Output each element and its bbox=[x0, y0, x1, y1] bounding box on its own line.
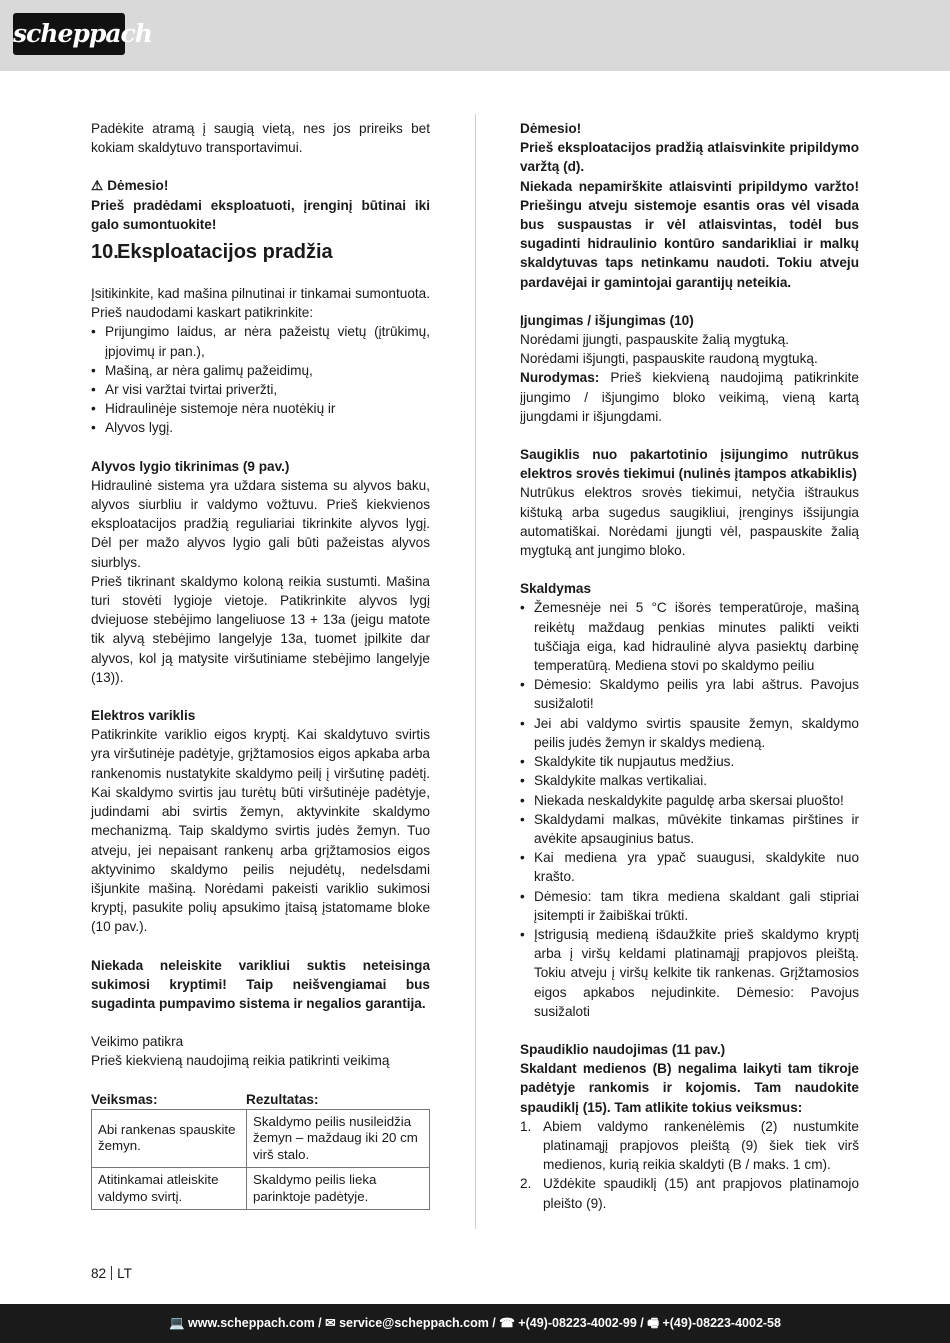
list-item: • Skaldydami malkas, mūvėkite tinkamas pirštines ir avėkite apsauginius batus. bbox=[520, 810, 859, 848]
list-item: • Skaldykite malkas vertikaliai. bbox=[520, 771, 859, 790]
list-item: • Jei abi valdymo svirtis spausite žemyn, skaldymo peilis judės žemyn ir skaldys medieną. bbox=[520, 714, 859, 752]
switch-on-text: Norėdami įjungti, paspauskite žalią mygtuką. bbox=[520, 332, 789, 348]
oil-level-heading: Alyvos lygio tikrinimas (9 pav.) bbox=[91, 458, 290, 474]
table-header bbox=[91, 1090, 430, 1109]
list-item: • Kai mediena yra ypač suaugusi, skaldykite nuo krašto. bbox=[520, 848, 859, 886]
attention-text-1: Prieš eksploatacijos pradžią atlaisvinkite pripildymo varžtą (d). bbox=[520, 140, 859, 175]
switch-off-text: Norėdami išjungti, paspauskite raudoną mygtuką. bbox=[520, 351, 818, 367]
table-row bbox=[92, 1109, 430, 1168]
warning-text: Prieš pradėdami eksploatuoti, įrenginį būtinai iki galo sumontuokite! bbox=[91, 197, 430, 232]
motor-heading: Elektros variklis bbox=[91, 708, 196, 724]
list-item: • Prijungimo laidus, ar nėra pažeistų vietų (įtrūkimų, įpjovimų ir pan.), bbox=[91, 322, 430, 360]
right-column bbox=[520, 119, 859, 1213]
support-note: Padėkite atramą į saugią vietą, nes jos prireiks bet kokiam skaldytuvo transportavimui. bbox=[91, 121, 430, 156]
list-item: • Ar visi varžtai tvirtai priveržti, bbox=[91, 380, 430, 399]
oil-level-text-1: Hidraulinė sistema yra uždara sistema su alyvos baku, alyvos siurbliu ir valdymo vožtuvu. Prieš kiekvienos eksploatacijos pradžią reguliariai tikrinkite alyvos lygį. Dėl per mažo alyvos lygio gali būti pažeistas alyvos siurblys. bbox=[91, 477, 430, 570]
table-cell: Skaldymo peilis nusileidžia žemyn – maždaug iki 20 cm virš stalo. bbox=[247, 1109, 430, 1168]
switch-heading: Įjungimas / išjungimas (10) bbox=[520, 312, 694, 328]
warning-icon: ⚠ bbox=[91, 178, 104, 194]
attention-heading: Dėmesio! bbox=[520, 121, 582, 136]
operation-check-heading: Veikimo patikra bbox=[91, 1034, 184, 1050]
table-row bbox=[92, 1168, 430, 1210]
table-cell: Skaldymo peilis lieka parinktoje padėtyje. bbox=[247, 1168, 430, 1210]
clamp-steps bbox=[520, 1117, 859, 1213]
oil-level-text-2: Prieš tikrinant skaldymo koloną reikia sustumti. Mašina turi stovėti lygioje vietoje. Patikrinkite alyvos lygį dviejuose stebėjimo langeliuose 13 + 13a (jeigu matote tik alyvą stebėjimo langelyje 13a, tuomet įpilkite dar alyvos, kol ją matysite viršutiniame stebėjimo langelyje (13)). bbox=[91, 573, 430, 685]
brand-logo: scheppach bbox=[13, 13, 125, 55]
list-item: • Įstrigusią medieną išdaužkite prieš skaldymo kryptį arba į viršų keldami platinamąjį prapjovos pleištą. Tokiu atveju į viršų kelkite tik rankenas. Grįžtamosios eigos apkabos nejudinkite. Dėmesio: Pavojus susižaloti bbox=[520, 925, 859, 1021]
left-column bbox=[91, 119, 430, 1210]
splitting-list bbox=[520, 598, 859, 1020]
list-item: • Skaldykite tik nupjautus medžius. bbox=[520, 752, 859, 771]
page-number: 82 LT bbox=[91, 1266, 132, 1281]
list-item: • Mašiną, ar nėra galimų pažeidimų, bbox=[91, 361, 430, 380]
operation-check-table bbox=[91, 1109, 430, 1211]
warning-heading: ⚠ Dėmesio! bbox=[91, 176, 430, 195]
column-divider bbox=[475, 114, 476, 1229]
table-cell: Atitinkamai atleiskite valdymo svirtį. bbox=[92, 1168, 247, 1210]
note-text: Nurodymas: Prieš kiekvieną naudojimą patikrinkite įjungimo / išjungimo bloko veikimą, vieną kartą įjungdami ir išjungdami. bbox=[520, 370, 859, 424]
attention-text-2: Niekada nepamirškite atlaisvinti pripildymo varžto! Priešingu atveju sistemoje esantis oras vėl visada bus suspaustas ir vėl atlaisvintas, todėl bus sugadinti hidraulinio kontūro sandarikliai ir malkų skaldytuvas taps netinkamu naudoti. Tokiu atveju pardavėjai ir gamintojai garantijų neteikia. bbox=[520, 178, 859, 290]
list-item: • Dėmesio: tam tikra mediena skaldant gali stipriai įsitempti ir žaibiškai trūkti. bbox=[520, 887, 859, 925]
list-item: • Hidraulinėje sistemoje nėra nuotėkių ir bbox=[91, 399, 430, 418]
motor-warning: Niekada neleiskite varikliui suktis neteisinga sukimosi kryptimi! Taip neišvengiamai bus sugadinta pumpavimo sistema ir negalios garantija. bbox=[91, 957, 430, 1011]
list-item: • Alyvos lygį. bbox=[91, 418, 430, 437]
table-cell: Abi rankenas spauskite žemyn. bbox=[92, 1109, 247, 1168]
contact-footer: 💻 www.scheppach.com / ✉ service@scheppach.com / ☎ +(49)-08223-4002-99 / 🖷 +(49)-08223-4002-58 bbox=[0, 1304, 950, 1343]
list-item: • Dėmesio: Skaldymo peilis yra labi aštrus. Pavojus susižaloti! bbox=[520, 675, 859, 713]
clamp-warning: Skaldant medienos (B) negalima laikyti tam tikroje padėtyje rankomis ir kojomis. Tam naudokite spaudiklį (15). Tam atlikite tokius veiksmus: bbox=[520, 1061, 859, 1115]
operation-check-text: Prieš kiekvieną naudojimą reikia patikrinti veikimą bbox=[91, 1053, 390, 1069]
checks-list bbox=[91, 322, 430, 437]
list-item: 1. Abiem valdymo rankenėlėmis (2) nustumkite platinamąjį prapjovos pleištą (9) šiek tiek virš medienos, kurią reikia skaldyti (B / maks. 1 cm). bbox=[520, 1118, 859, 1173]
table-col-action: Veiksmas: bbox=[91, 1091, 158, 1107]
intro-text: Įsitikinkite, kad mašina pilnutinai ir tinkamai sumontuota. Prieš naudodami kaskart patikrinkite: bbox=[91, 286, 430, 321]
list-item: • Niekada neskaldykite paguldę arba skersai pluošto! bbox=[520, 791, 859, 810]
clamp-heading: Spaudiklio naudojimas (11 pav.) bbox=[520, 1041, 726, 1057]
fuse-text: Nutrūkus elektros srovės tiekimui, netyčia ištraukus kištuką arba sugedus saugikliui, įrenginys išsijungia automatiškai. Norėdami įjungti vėl, paspauskite žalią mygtuką ant jungimo bloko. bbox=[520, 485, 859, 559]
page-header bbox=[0, 0, 950, 71]
table-col-result: Rezultatas: bbox=[246, 1091, 319, 1107]
section-title: 10.Eksploatacijos pradžia bbox=[91, 241, 333, 264]
list-item: • Žemesnėje nei 5 °C išorės temperatūroje, mašiną reikėtų maždaug penkias minutes palikti veikti tuščiąja eiga, kad hidraulinė alyva pasiektų darbinę temperatūrą. Mediena stovi po skaldymo peiliu bbox=[520, 598, 859, 675]
splitting-heading: Skaldymas bbox=[520, 581, 592, 597]
motor-text: Patikrinkite variklio eigos kryptį. Kai skaldytuvo svirtis yra viršutinėje padėtyje, grįžtamosios eigos apkaba arba rankenomis nustatykite skaldymo peilį į viršutinę padėtį. Kai skaldymo svirtis jau turėtų būti viršutinėje padėtyje, judindami abi svirtis žemyn, aktyvinkite skaldymo mechanizmą. Taip skaldymo svirtis judės žemyn. Tuo atveju, jei nepaisant rankenų arba grįžtamosios eigos aktyvinimo skaldymo peilis nejudėtų, nedelsdami išjunkite mašiną. Norėdami pakeisti variklio sukimosi kryptį, pasukite polių apsukimo įtaisą įstatomame bloke (10 pav.). bbox=[91, 727, 430, 935]
fuse-heading: Saugiklis nuo pakartotinio įsijungimo nutrūkus elektros srovės tiekimui (nulinės įtampos atkabiklis) bbox=[520, 447, 859, 482]
list-item: 2. Uždėkite spaudiklį (15) ant prapjovos platinamojo pleišto (9). bbox=[520, 1176, 859, 1211]
